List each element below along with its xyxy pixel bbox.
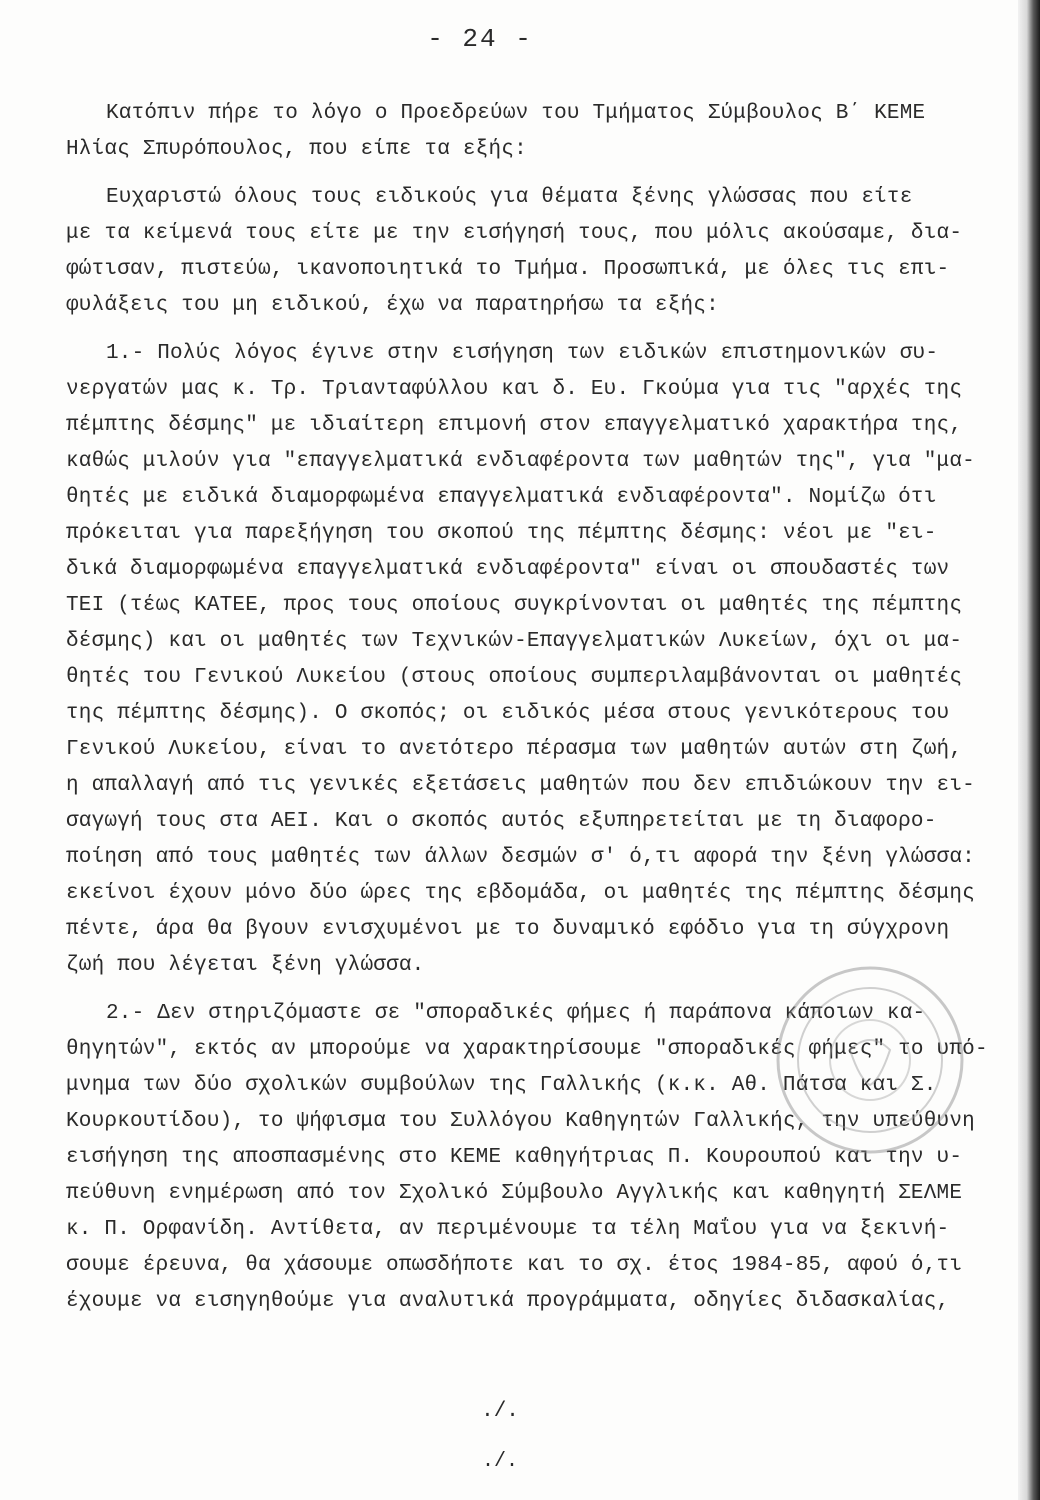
text-line: σουμε έρευνα, θα χάσουμε οπωσδήποτε και το σχ. έτος 1984-85, αφού ό,τι [66,1254,963,1277]
text-line: δέσμης) και οι μαθητές των Τεχνικών-Επαγγελματικών Λυκείων, όχι οι μα- [66,630,963,653]
paragraph-gap [66,324,986,336]
text-line: φώτισαν, πιστεύω, ικανοποιητικά το Τμήμα. Προσωπικά, με όλες τις επι- [66,258,950,281]
text-line: Κουρκουτίδου), το ψήφισμα του Συλλόγου Καθηγητών Γαλλικής, την υπεύθυνη [66,1110,975,1133]
text-line: κ. Π. Ορφανίδη. Αντίθετα, αν περιμένουμε τα τέλη Μαΐου για να ξεκινή- [66,1218,950,1241]
text-line: πέμπτης δέσμης" με ιδιαίτερη επιμονή στον επαγγελματικό χαρακτήρα της, [66,414,963,437]
text-line: θητές του Γενικού Λυκείου (στους οποίους συμπεριλαμβάνονται οι μαθητές [66,666,963,689]
text-line: σαγωγή τους στα ΑΕΙ. Και ο σκοπός αυτός εξυπηρετείται με τη διαφορο- [66,810,937,833]
text-line: δικά διαμορφωμένα επαγγελματικά ενδιαφέροντα" είναι οι σπουδαστές των [66,558,950,581]
text-line: ΤΕΙ (τέως ΚΑΤΕΕ, προς τους οποίους συγκρίνονται οι μαθητές της πέμπτης [66,594,963,617]
text-line: Γενικού Λυκείου, είναι το ανετότερο πέρασμα των μαθητών αυτών στη ζωή, [66,738,963,761]
text-line: φυλάξεις του μη ειδικού, έχω να παρατηρήσω τα εξής: [66,294,719,317]
text-line: 1.- Πολύς λόγος έγινε στην εισήγηση των ειδικών επιστημονικών συ- [106,342,939,365]
text-line: 2.- Δεν στηριζόμαστε σε "σποραδικές φήμες ή παράπονα κάποιων κα- [106,1002,926,1025]
text-line: ζωή που λέγεται ξένη γλώσσα. [66,954,425,977]
text-line: μνημα των δύο σχολικών συμβούλων της Γαλλικής (κ.κ. Αθ. Πάτσα και Σ. [66,1074,937,1097]
scan-edge-shadow [1018,0,1040,1500]
text-line: έχουμε να εισηγηθούμε για αναλυτικά προγράμματα, οδηγίες διδασκαλίας, [66,1290,950,1313]
text-line: εισήγηση της αποσπασμένης στο ΚΕΜΕ καθηγήτριας Π. Κουρουπού και την υ- [66,1146,963,1169]
text-line: η απαλλαγή από τις γενικές εξετάσεις μαθητών που δεν επιδιώκουν την ει- [66,774,975,797]
paragraph-gap [66,168,986,180]
text-line: καθώς μιλούν για "επαγγελματικά ενδιαφέροντα των μαθητών της", για "μα- [66,450,975,473]
continuation-mark: ./. [481,1400,519,1423]
text-line: πεύθυνη ενημέρωση από τον Σχολικό Σύμβουλο Αγγλικής και καθηγητή ΣΕΛΜΕ [66,1182,963,1205]
text-line: ποίηση από τους μαθητές των άλλων δεσμών σ' ό,τι αφορά την ξένη γλώσσα: [66,846,975,869]
text-line: νεργατών μας κ. Τρ. Τριανταφύλλου και δ. Ευ. Γκούμα για τις "αρχές της [66,378,963,401]
text-line: εκείνοι έχουν μόνο δύο ώρες της εβδομάδα, οι μαθητές της πέμπτης δέσμης [66,882,975,905]
bottom-mark: ./. [481,1450,518,1473]
page-number: - 24 - [427,24,533,54]
text-line: Κατόπιν πήρε το λόγο ο Προεδρεύων του Τμήματος Σύμβουλος Β΄ ΚΕΜΕ [106,102,926,125]
official-seal-stamp [770,960,970,1160]
text-line: της πέμπτης δέσμης). Ο σκοπός; οι ειδικός μέσα στους γενικότερους του [66,702,950,725]
text-line: πέντε, άρα θα βγουν ενισχυμένοι με το δυναμικό εφόδιο για τη σύγχρονη [66,918,950,941]
text-line: Ευχαριστώ όλους τους ειδικούς για θέματα ξένης γλώσσας που είτε [106,186,913,209]
text-line: θηγητών", εκτός αν μπορούμε να χαρακτηρίσουμε "σποραδικές φήμες" το υπό- [66,1038,988,1061]
text-line: θητές με ειδικά διαμορφωμένα επαγγελματικά ενδιαφέροντα". Νομίζω ότι [66,486,937,509]
text-line: πρόκειται για παρεξήγηση του σκοπού της πέμπτης δέσμης: νέοι με "ει- [66,522,937,545]
text-line: με τα κείμενά τους είτε με την εισήγησή τους, που μόλις ακούσαμε, δια- [66,222,963,245]
text-line: Ηλίας Σπυρόπουλος, που είπε τα εξής: [66,138,527,161]
